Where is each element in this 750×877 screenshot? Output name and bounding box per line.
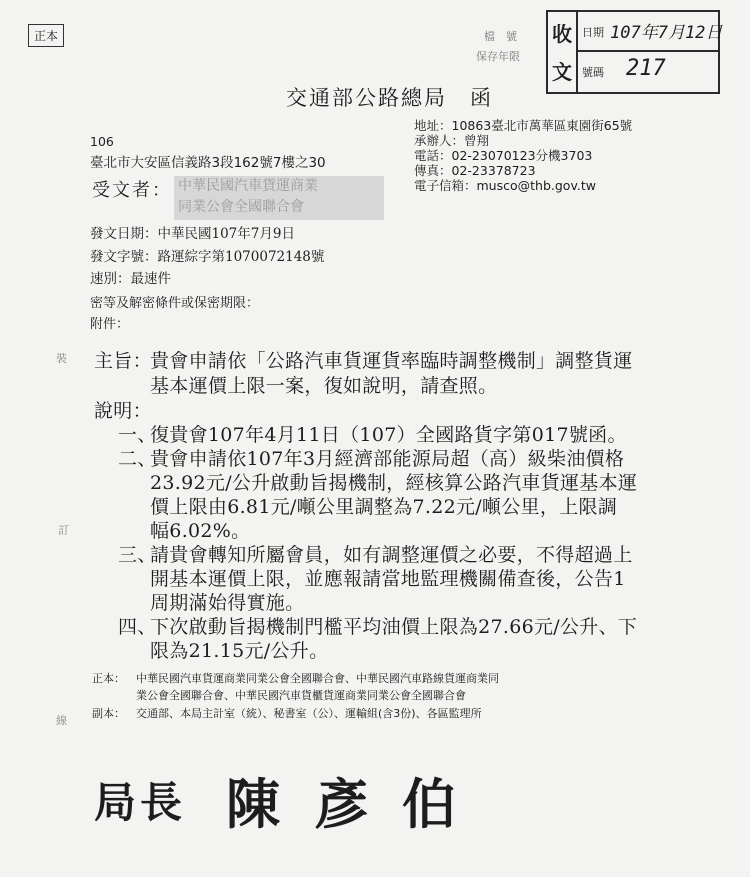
binding-mark-1: 裝 bbox=[56, 352, 67, 365]
receipt-number-value: 217 bbox=[626, 56, 666, 81]
subject-line-1: 貴會申請依「公路汽車貨運貨率臨時調整機制」調整貨運 bbox=[150, 350, 633, 372]
recipient-address: 臺北市大安區信義路3段162號7樓之30 bbox=[90, 155, 326, 171]
subject-line-2: 基本運價上限一案，復如說明，請查照。 bbox=[150, 375, 498, 397]
email-address: 電子信箱：musco@thb.gov.tw bbox=[414, 178, 596, 193]
recipient-name-redacted bbox=[174, 176, 384, 220]
distribution-main-line-1: 中華民國汽車貨運商業同業公會全國聯合會、中華民國汽車路線貨運商業同 bbox=[136, 672, 499, 685]
item-1-line-1: 復貴會107年4月11日（107）全國路貨字第017號函。 bbox=[150, 424, 627, 446]
item-2-line-1: 貴會申請依107年3月經濟部能源局超（高）級柴油價格 bbox=[150, 448, 625, 470]
distribution-copy-label: 副本： bbox=[92, 707, 125, 720]
binding-mark-3: 線 bbox=[56, 714, 67, 727]
delivery-speed: 速別：最速件 bbox=[90, 271, 171, 287]
sender-address: 地址：10863臺北市萬華區東園街65號 bbox=[414, 118, 633, 133]
recipient-zip: 106 bbox=[90, 134, 114, 149]
receipt-date-label: 日期 bbox=[582, 26, 604, 39]
item-1-num: 一、 bbox=[118, 424, 157, 446]
recipient-label: 受文者： bbox=[92, 180, 172, 201]
recipient-name-line1: 中華民國汽車貨運商業 bbox=[178, 178, 318, 194]
receipt-date-value: 107年7月12日 bbox=[610, 23, 723, 43]
contact-person: 承辦人：曾翔 bbox=[414, 133, 490, 148]
binding-mark-2: 訂 bbox=[58, 524, 69, 537]
distribution-copy-line: 交通部、本局主計室（統）、秘書室（公）、運輸組(含3份)、各區監理所 bbox=[136, 707, 482, 720]
item-3-line-3: 周期滿始得實施。 bbox=[150, 592, 305, 614]
receipt-char-2: 文 bbox=[552, 60, 572, 84]
item-3-line-2: 開基本運價上限，並應報請當地監理機關備查後，公告1 bbox=[150, 568, 626, 590]
item-2-num: 二、 bbox=[118, 448, 157, 470]
item-2-line-4: 幅6.02%。 bbox=[150, 520, 251, 542]
recipient-name-line2: 同業公會全國聯合會 bbox=[178, 199, 304, 215]
receipt-stamp bbox=[546, 10, 723, 94]
issue-date: 發文日期：中華民國107年7月9日 bbox=[90, 226, 295, 242]
item-2-line-2: 23.92元/公升啟動旨揭機制，經核算公路汽車貨運基本運 bbox=[150, 472, 638, 494]
phone-number: 電話：02-23070123分機3703 bbox=[414, 148, 593, 163]
item-2-line-3: 價上限由6.81元/噸公里調整為7.22元/噸公里，上限調 bbox=[150, 496, 618, 518]
subject-label: 主旨： bbox=[94, 350, 152, 372]
security-level: 密等及解密條件或保密期限： bbox=[90, 296, 260, 311]
fax-number: 傳真：02-23378723 bbox=[414, 163, 536, 178]
item-4-line-1: 下次啟動旨揭機制門檻平均油價上限為27.66元/公升、下 bbox=[150, 616, 638, 638]
document-title: 交通部公路總局 函 bbox=[286, 86, 493, 110]
explanation-label: 說明： bbox=[94, 400, 152, 422]
receipt-number-label: 號碼 bbox=[582, 66, 604, 79]
distribution-main-line-2: 業公會全國聯合會、中華民國汽車貨櫃貨運商業同業公會全國聯合會 bbox=[136, 689, 466, 702]
signature-title: 局長 bbox=[94, 778, 187, 827]
item-4-num: 四、 bbox=[118, 616, 157, 638]
archive-number-label: 檔 號 bbox=[484, 30, 517, 43]
copy-stamp: 正本 bbox=[28, 24, 64, 47]
document-number: 發文字號：路運綜字第1070072148號 bbox=[90, 249, 325, 265]
receipt-char-1: 收 bbox=[552, 22, 572, 46]
item-3-line-1: 請貴會轉知所屬會員，如有調整運價之必要，不得超過上 bbox=[150, 544, 633, 566]
distribution-main-label: 正本： bbox=[92, 672, 125, 685]
item-4-line-2: 限為21.15元/公升。 bbox=[150, 640, 329, 662]
signature-name: 陳彥伯 bbox=[226, 772, 490, 836]
retention-period-label: 保存年限 bbox=[476, 50, 520, 63]
attachments: 附件： bbox=[90, 317, 130, 332]
item-3-num: 三、 bbox=[118, 544, 157, 566]
